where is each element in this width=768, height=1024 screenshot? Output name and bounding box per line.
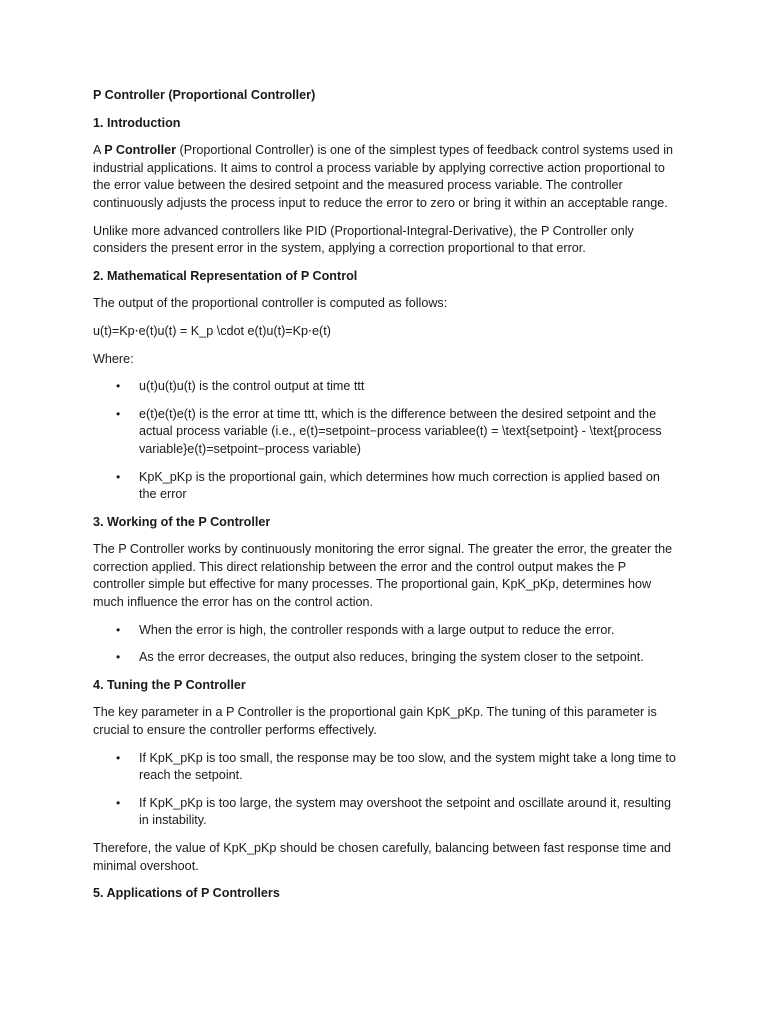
intro-paragraph-1 xyxy=(93,142,680,212)
section-heading-introduction: 1. Introduction xyxy=(93,115,181,130)
section-heading-tuning: 4. Tuning the P Controller xyxy=(93,677,246,692)
bullet-icon: • xyxy=(116,469,121,484)
section-heading-applications: 5. Applications of P Controllers xyxy=(93,886,280,901)
tuning-bullet-list xyxy=(93,750,680,830)
list-item xyxy=(93,750,680,785)
list-item-text: When the error is high, the controller responds with a large output to reduce the error. xyxy=(139,622,615,637)
bullet-icon: • xyxy=(116,750,121,765)
list-item xyxy=(93,469,680,504)
list-item xyxy=(93,795,680,830)
tuning-paragraph-1: The key parameter in a P Controller is the proportional gain KpK_pKp. The tuning of this parameter is crucial to ensure the controller performs effectively. xyxy=(93,705,657,738)
math-where: Where: xyxy=(93,351,134,366)
bullet-icon: • xyxy=(116,795,121,810)
list-item xyxy=(93,649,680,667)
intro-term-p-controller: P Controller xyxy=(104,143,177,158)
intro-text-start: A xyxy=(93,143,105,158)
intro-text-rest: (Proportional Controller) is one of the simplest types of feedback control systems used in industrial applications. It aims to control a process variable by applying corrective action proportional to the error value between the desired setpoint and the measured process variable. The controller continuously adjusts the process input to reduce the error to zero or bring it within an acceptable range. xyxy=(93,143,674,210)
intro-paragraph-2: Unlike more advanced controllers like PID (Proportional-Integral-Derivative), the P Controller only considers the present error in the system, applying a correction proportional to that error. xyxy=(93,223,634,256)
math-bullet-list xyxy=(93,378,680,504)
bullet-icon: • xyxy=(116,650,121,665)
list-item-text: u(t)u(t)u(t) is the control output at time ttt xyxy=(139,379,365,394)
math-paragraph-1: The output of the proportional controller is computed as follows: xyxy=(93,296,448,311)
document-title: P Controller (Proportional Controller) xyxy=(93,88,316,102)
list-item-text: If KpK_pKp is too small, the response may be too slow, and the system might take a long time to reach the setpoint. xyxy=(139,750,676,783)
list-item-text: KpK_pKp is the proportional gain, which determines how much correction is applied based on the error xyxy=(139,469,660,502)
working-paragraph-1: The P Controller works by continuously monitoring the error signal. The greater the error, the greater the correction applied. This direct relationship between the error and the control output makes the P controller simple but effective for many processes. The proportional gain, KpK_pKp, determines how much influence the error has on the control action. xyxy=(93,542,673,610)
list-item-text: If KpK_pKp is too large, the system may overshoot the setpoint and oscillate around it, resulting in instability. xyxy=(139,795,672,828)
math-formula: u(t)=Kp⋅e(t)u(t) = K_p \cdot e(t)u(t)=Kp⋅e(t) xyxy=(93,323,331,338)
working-bullet-list xyxy=(93,622,680,667)
section-heading-working: 3. Working of the P Controller xyxy=(93,514,271,529)
tuning-paragraph-2: Therefore, the value of KpK_pKp should be chosen carefully, balancing between fast response time and minimal overshoot. xyxy=(93,841,672,873)
section-heading-math: 2. Mathematical Representation of P Control xyxy=(93,268,358,283)
list-item xyxy=(93,622,680,640)
list-item xyxy=(93,378,680,396)
bullet-icon: • xyxy=(116,406,121,421)
bullet-icon: • xyxy=(116,622,121,637)
list-item xyxy=(93,406,680,459)
list-item-text: e(t)e(t)e(t) is the error at time ttt, which is the difference between the desired setpoint and the actual process variable (i.e., e(t)=setpoint−process variablee(t) = \text{setpoint} - \text{process variable}e(t)=setpoint−process variable) xyxy=(139,406,662,456)
list-item-text: As the error decreases, the output also reduces, bringing the system closer to the setpoint. xyxy=(139,650,644,665)
bullet-icon: • xyxy=(116,379,121,394)
